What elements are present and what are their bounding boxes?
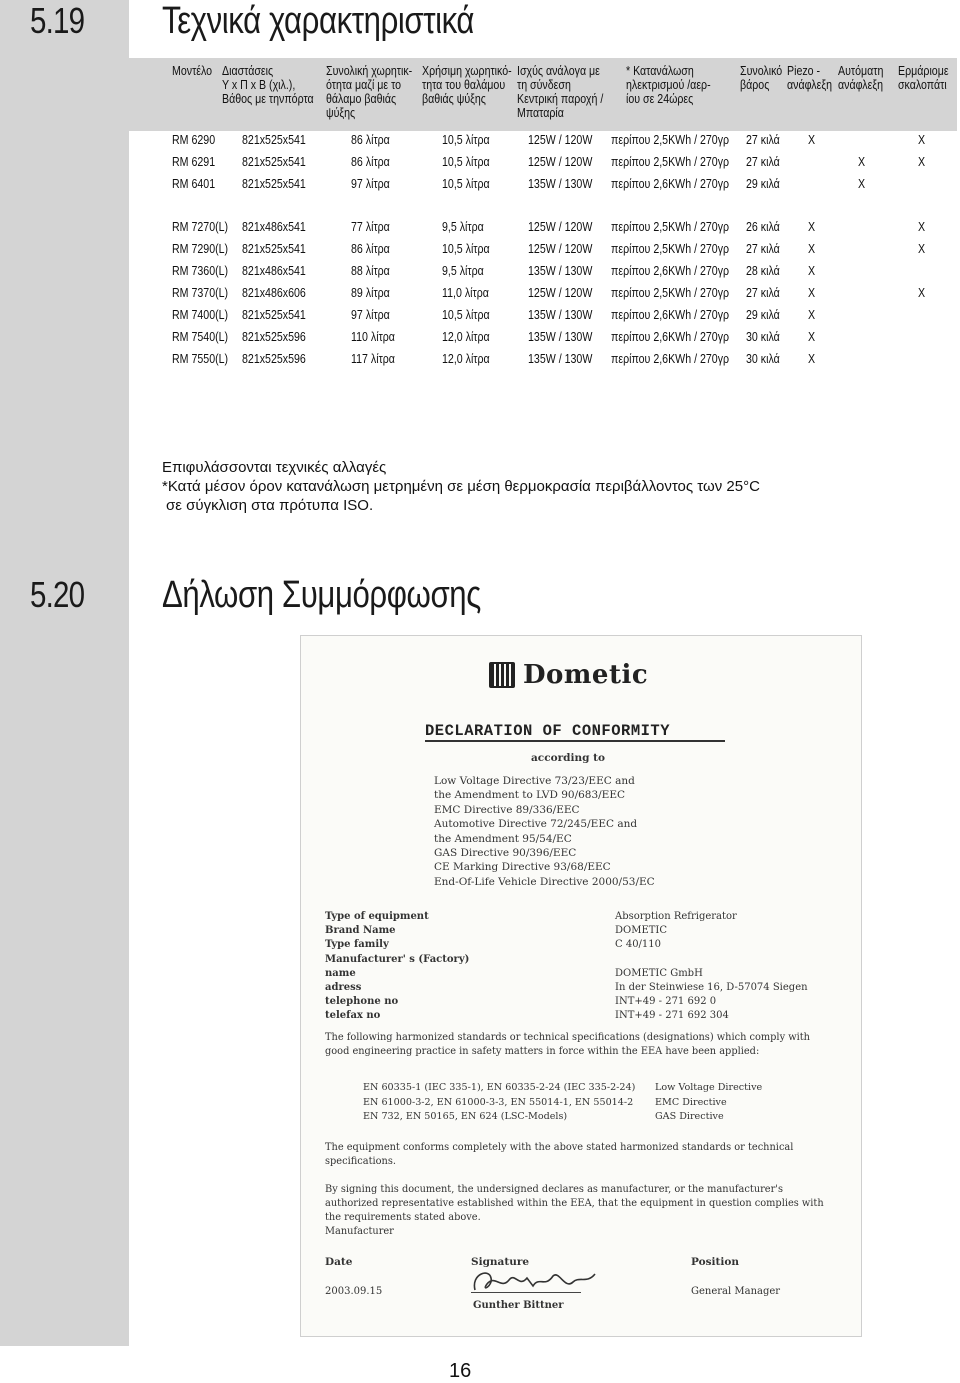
field-label: name <box>325 967 356 979</box>
cell-weight: 29 κιλά <box>746 308 780 322</box>
position-value: General Manager <box>691 1286 781 1297</box>
field-label: Type of equipment <box>325 911 429 922</box>
brand-name: Dometic <box>523 660 649 690</box>
cell-dimensions: 821x486x541 <box>242 220 306 234</box>
cell-piezo-mark: X <box>808 352 816 366</box>
cell-piezo-mark: X <box>808 308 816 322</box>
header-dimensions: Διαστάσεις Υ x Π x Β (χιλ.), Βάθος με τηνπόρτα <box>222 64 314 106</box>
cell-consumption: περίπου 2,6KWh / 270γρ <box>611 352 730 366</box>
directive-item: CE Marking Directive 93/68/EEC <box>434 861 611 874</box>
cell-consumption: περίπου 2,6KWh / 270γρ <box>611 308 730 322</box>
table-row <box>0 242 960 262</box>
cell-piezo-mark: X <box>808 264 816 278</box>
header-power: Ισχύς ανάλογα με τη σύνδεση Κεντρική παροχή / Μπαταρία <box>517 64 604 120</box>
cell-auto-ignition-mark: X <box>858 177 866 191</box>
cell-freezer-capacity: 10,5 λίτρα <box>442 133 490 147</box>
cell-power: 125W / 120W <box>528 286 593 300</box>
conformity-statement: The equipment conforms completely with the above stated harmonized standards or technical specifications. <box>325 1142 794 1167</box>
note-line: *Κατά μέσον όρον κατανάλωση μετρημένη σε μέση θερμοκρασία περιβάλλοντος των 25°C <box>162 478 760 495</box>
cell-freezer-capacity: 12,0 λίτρα <box>442 352 490 366</box>
cell-consumption: περίπου 2,6KWh / 270γρ <box>611 177 730 191</box>
field-value: Absorption Refrigerator <box>615 911 737 922</box>
cell-model: RM 7360(L) <box>172 264 229 278</box>
standards-list <box>363 1081 635 1125</box>
cell-weight: 30 κιλά <box>746 330 780 344</box>
directive-item: Automotive Directive 72/245/EEC and <box>434 818 638 831</box>
directives-list <box>434 774 655 889</box>
header-step-cabinet: Ερμάριομε σκαλοπάτι <box>898 64 949 92</box>
cell-dimensions: 821x525x541 <box>242 155 306 169</box>
standard-directive: EMC Directive <box>655 1096 727 1108</box>
standards-intro: The following harmonized standards or technical specifications (designations) which comply with good engineering practice in safety matters in force within the EEA have been applied: <box>325 1032 810 1057</box>
cell-dimensions: 821x525x541 <box>242 133 306 147</box>
cell-total-capacity: 88 λίτρα <box>351 264 390 278</box>
cell-freezer-capacity: 10,5 λίτρα <box>442 242 490 256</box>
directive-item: GAS Directive 90/396/EEC <box>434 847 577 860</box>
section-number: 5.20 <box>30 574 85 615</box>
cell-weight: 26 κιλά <box>746 220 780 234</box>
cell-freezer-capacity: 10,5 λίτρα <box>442 155 490 169</box>
position-label: Position <box>691 1256 739 1268</box>
cell-dimensions: 821x486x541 <box>242 264 306 278</box>
field-value: DOMETIC GmbH <box>615 967 703 979</box>
field-labels <box>325 910 469 1024</box>
cell-piezo-mark: X <box>808 220 816 234</box>
table-row <box>0 155 960 175</box>
page-number: 16 <box>449 1360 472 1382</box>
directive-item: End-Of-Life Vehicle Directive 2000/53/EC <box>434 875 655 888</box>
cell-total-capacity: 86 λίτρα <box>351 133 390 147</box>
signer-name: Gunther Bittner <box>473 1300 564 1311</box>
cell-model: RM 7400(L) <box>172 308 229 322</box>
cell-power: 125W / 120W <box>528 133 593 147</box>
directive-item: the Amendment to LVD 90/683/EEC <box>434 789 626 802</box>
cell-weight: 28 κιλά <box>746 264 780 278</box>
section-title: Δήλωση Συμμόρφωσης <box>162 574 481 616</box>
header-consumption: * Κατανάλωση ηλεκτρισμού /αερ- ίου σε 24ώρες <box>626 64 711 106</box>
standard-item: EN 61000-3-2, EN 61000-3-3, EN 55014-1, EN 55014-2 <box>363 1096 634 1108</box>
field-values <box>615 910 808 1024</box>
table-row <box>0 264 960 284</box>
header-freezer-capacity: Χρήσιμη χωρητικό- τητα του θαλάμου βαθιάς ψύξης <box>422 64 512 106</box>
cell-model: RM 7290(L) <box>172 242 229 256</box>
field-label: telefax no <box>325 1010 381 1022</box>
cell-model: RM 7540(L) <box>172 330 229 344</box>
field-value: DOMETIC <box>615 925 668 937</box>
field-label: adress <box>325 982 362 994</box>
cell-dimensions: 821x525x541 <box>242 177 306 191</box>
table-row <box>0 133 960 153</box>
field-label: Manufacturer' s (Factory) <box>325 953 470 965</box>
standard-directive: Low Voltage Directive <box>655 1082 763 1093</box>
cell-freezer-capacity: 10,5 λίτρα <box>442 308 490 322</box>
field-label: Brand Name <box>325 925 396 937</box>
cell-piezo-mark: X <box>808 286 816 300</box>
cell-model: RM 7550(L) <box>172 352 229 366</box>
cell-weight: 27 κιλά <box>746 242 780 256</box>
table-row <box>0 220 960 240</box>
left-margin-bar <box>0 0 129 1346</box>
signature-label: Signature <box>471 1256 530 1268</box>
cell-consumption: περίπου 2,5KWh / 270γρ <box>611 155 730 169</box>
header-piezo: Piezo - ανάφλεξη <box>787 64 833 92</box>
field-label: Type family <box>325 939 389 951</box>
cell-consumption: περίπου 2,6KWh / 270γρ <box>611 330 730 344</box>
cell-step-cabinet-mark: X <box>918 242 926 256</box>
according-to: according to <box>531 752 605 764</box>
cell-weight: 27 κιλά <box>746 133 780 147</box>
header-model: Μοντέλο <box>172 64 213 78</box>
directive-item: Low Voltage Directive 73/23/EEC and <box>434 775 635 787</box>
cell-total-capacity: 86 λίτρα <box>351 155 390 169</box>
cell-total-capacity: 86 λίτρα <box>351 242 390 256</box>
cell-freezer-capacity: 10,5 λίτρα <box>442 177 490 191</box>
cell-model: RM 6290 <box>172 133 216 147</box>
note-line: Επιφυλάσσονται τεχνικές αλλαγές <box>162 459 387 476</box>
standards-directives <box>655 1081 762 1125</box>
section-title: Τεχνικά χαρακτηριστικά <box>162 0 475 42</box>
table-row <box>0 177 960 197</box>
directive-item: EMC Directive 89/336/EEC <box>434 803 580 816</box>
cell-piezo-mark: X <box>808 330 816 344</box>
standard-item: EN 60335-1 (IEC 335-1), EN 60335-2-24 (IEC 335-2-24) <box>363 1082 636 1093</box>
cell-consumption: περίπου 2,5KWh / 270γρ <box>611 220 730 234</box>
cell-total-capacity: 117 λίτρα <box>351 352 395 366</box>
cell-step-cabinet-mark: X <box>918 286 926 300</box>
header-total-capacity: Συνολική χωρητικ- ότητα μαζί με το θάλαμο βαθιάς ψύξης <box>326 64 413 120</box>
table-row <box>0 352 960 372</box>
cell-piezo-mark: X <box>808 242 816 256</box>
cell-freezer-capacity: 11,0 λίτρα <box>442 286 489 300</box>
note-line: σε σύγκλιση στα πρότυπα ISO. <box>166 497 374 514</box>
cell-model: RM 6401 <box>172 177 216 191</box>
declaration-of-conformity-image <box>300 635 862 1337</box>
cell-piezo-mark: X <box>808 133 816 147</box>
cell-model: RM 7270(L) <box>172 220 229 234</box>
cell-auto-ignition-mark: X <box>858 155 866 169</box>
cell-total-capacity: 110 λίτρα <box>351 330 395 344</box>
date-value: 2003.09.15 <box>325 1286 383 1297</box>
cell-total-capacity: 97 λίτρα <box>351 177 390 191</box>
cell-power: 135W / 130W <box>528 264 593 278</box>
cell-weight: 27 κιλά <box>746 286 780 300</box>
cell-power: 125W / 120W <box>528 220 593 234</box>
cell-power: 125W / 120W <box>528 242 593 256</box>
cell-dimensions: 821x525x596 <box>242 330 306 344</box>
field-value: INT+49 - 271 692 0 <box>615 996 717 1008</box>
cell-freezer-capacity: 12,0 λίτρα <box>442 330 490 344</box>
table-row <box>0 308 960 328</box>
certificate-title: DECLARATION OF CONFORMITY <box>425 722 671 740</box>
standard-item: EN 732, EN 50165, EN 624 (LSC-Models) <box>363 1111 568 1122</box>
field-value: INT+49 - 271 692 304 <box>615 1010 729 1022</box>
table-row <box>0 330 960 350</box>
cell-step-cabinet-mark: X <box>918 155 926 169</box>
notes <box>162 458 760 515</box>
cell-consumption: περίπου 2,5KWh / 270γρ <box>611 242 730 256</box>
header-weight: Συνολικό βάρος <box>740 64 783 92</box>
signature-line <box>471 1292 581 1293</box>
cell-consumption: περίπου 2,6KWh / 270γρ <box>611 264 730 278</box>
cell-power: 135W / 130W <box>528 308 593 322</box>
cell-total-capacity: 89 λίτρα <box>351 286 390 300</box>
directive-item: the Amendment 95/54/EC <box>434 832 572 845</box>
brand-logo-icon <box>489 662 515 688</box>
brand-logo <box>489 660 648 690</box>
cell-consumption: περίπου 2,5KWh / 270γρ <box>611 133 730 147</box>
cell-power: 135W / 130W <box>528 330 593 344</box>
cell-step-cabinet-mark: X <box>918 220 926 234</box>
cell-total-capacity: 97 λίτρα <box>351 308 390 322</box>
field-value: In der Steinwiese 16, D-57074 Siegen <box>615 982 808 994</box>
field-label: telephone no <box>325 996 399 1008</box>
cell-weight: 29 κιλά <box>746 177 780 191</box>
cell-power: 135W / 130W <box>528 352 593 366</box>
cell-weight: 30 κιλά <box>746 352 780 366</box>
cell-consumption: περίπου 2,5KWh / 270γρ <box>611 286 730 300</box>
field-value: C 40/110 <box>615 939 662 951</box>
cell-freezer-capacity: 9,5 λίτρα <box>442 220 484 234</box>
cell-model: RM 7370(L) <box>172 286 229 300</box>
cell-weight: 27 κιλά <box>746 155 780 169</box>
field-value <box>615 953 808 967</box>
cell-freezer-capacity: 9,5 λίτρα <box>442 264 484 278</box>
cell-dimensions: 821x525x541 <box>242 308 306 322</box>
cell-dimensions: 821x525x541 <box>242 242 306 256</box>
header-auto-ignition: Αυτόματη ανάφλεξη <box>838 64 884 92</box>
standard-directive: GAS Directive <box>655 1111 724 1122</box>
date-label: Date <box>325 1256 353 1268</box>
cell-dimensions: 821x525x596 <box>242 352 306 366</box>
cell-total-capacity: 77 λίτρα <box>351 220 390 234</box>
table-row <box>0 286 960 306</box>
declaration-statement: By signing this document, the undersigned declares as manufacturer, or the manufacturer's authorized representative established within the EEA, that the equipment in question complies with the requirements stated above. <box>325 1184 824 1223</box>
declaration-manufacturer: Manufacturer <box>325 1226 394 1237</box>
cell-power: 135W / 130W <box>528 177 593 191</box>
cell-dimensions: 821x486x606 <box>242 286 306 300</box>
cell-step-cabinet-mark: X <box>918 133 926 147</box>
cell-power: 125W / 120W <box>528 155 593 169</box>
section-number: 5.19 <box>30 0 85 41</box>
title-underline <box>425 740 725 742</box>
cell-model: RM 6291 <box>172 155 216 169</box>
